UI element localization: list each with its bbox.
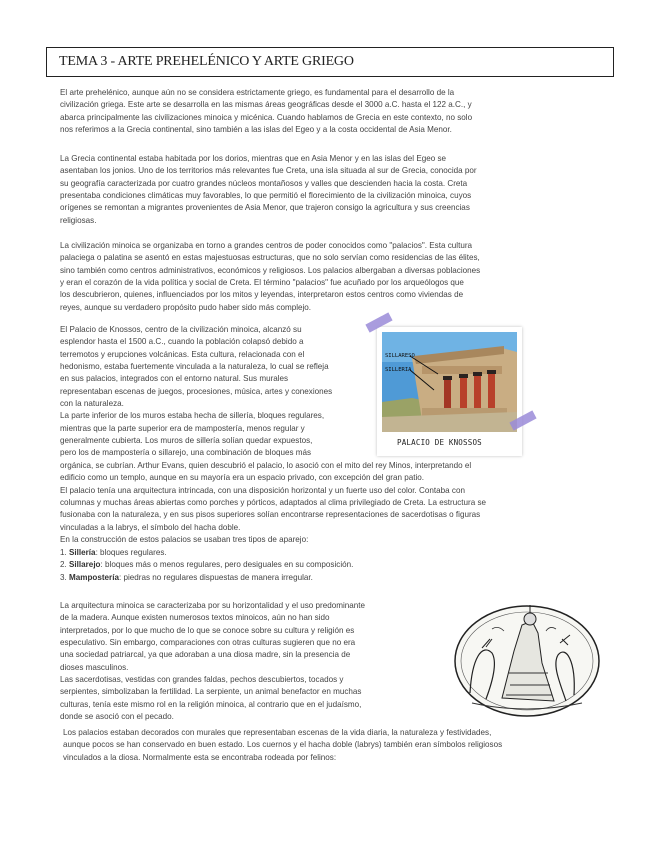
text-line: fusionaba con la naturaleza, y en sus pisos superiores solían encontrarse representaciones de sacerdotisas o figuras [60, 510, 481, 520]
text-line: La arquitectura minoica se caracterizaba por su horizontalidad y el uso predominante [60, 601, 366, 610]
text-line: El Palacio de Knossos, centro de la civilización minoica, alcanzó su [60, 325, 302, 334]
text-line: en sus palacios, integrados con el entorno natural. Sus murales [60, 374, 289, 384]
text-line: hedonismo, estaba fuertemente vinculada a la naturaleza, lo cual se refleja [60, 362, 329, 372]
list-item: 3. Mampostería: piedras no regulares dispuestas de manera irregular. [60, 572, 313, 582]
knossos-photo [382, 332, 517, 432]
text-line: los descubrieron, quienes, influenciados por los mitos y leyendas, interpretaron estos centros como viviendas de [60, 290, 464, 300]
text-line: esplendor hasta el 1500 a.C., cuando la población colapsó debido a [60, 337, 304, 347]
knossos-paragraph [60, 324, 332, 460]
text-line: y eran el corazón de la vida política y social de Creta. El término "palacios" fue acuñado por los arqueólogos que [60, 278, 464, 288]
minoan-seal-drawing [452, 603, 602, 726]
knossos-photo-frame [377, 327, 522, 456]
text-line: El palacio tenía una arquitectura intrincada, con una disposición horizontal y un fuerte uso del color. Contaba con [60, 485, 465, 495]
text-line: La civilización minoica se organizaba en torno a grandes centros de poder conocidos como "palacios". Esta cultura [60, 241, 473, 250]
murals-paragraph [63, 727, 502, 764]
list-item: 2. Sillarejo: bloques más o menos regulares, pero desiguales en su composición. [60, 560, 354, 570]
silleria-label: SILLERIA [385, 367, 412, 373]
list-term: Sillería [69, 548, 96, 557]
text-line: vinculadas a la labrys, el símbolo del hacha doble. [60, 522, 241, 532]
text-line: orígenes se remontan a migrantes provenientes de Asia Menor, que trajeron consigo la agricultura y sus creencias [60, 203, 470, 213]
text-line: interpretados, por lo que mucho de lo que se conoce sobre su cultura y religión es [60, 625, 355, 635]
list-term: Mampostería [69, 572, 119, 582]
text-line: serpientes, simbolizaban la fertilidad. La serpiente, un animal benefactor en muchas [60, 687, 362, 697]
text-line: En la construcción de estos palacios se usaban tres tipos de aparejo: [60, 535, 309, 545]
text-line: Los palacios estaban decorados con murales que representaban escenas de la vida diaria, la naturaleza y festividades, [63, 728, 492, 737]
text-line: reyes, aunque su verdadero propósito pudo haber sido más complejo. [60, 302, 312, 312]
text-line: abarca principalmente las civilizaciones minoica y micénica. Cuando hablamos de Grecia en este contexto, no solo [60, 112, 473, 122]
text-line: orgánica, se cubrían. Arthur Evans, quien descubrió el palacio, lo asoció con el mito del rey Minos, interpretando el [60, 461, 472, 470]
text-line: presentaba condiciones climáticas muy favorables, lo que permitió el florecimiento de la civilización minoica, cuyos [60, 191, 472, 201]
text-line: especulativo. Sin embargo, comparaciones con otras culturas sugieren que no era [60, 638, 356, 648]
text-line: representaban escenas de juegos, procesiones, música, artes y conexiones [60, 386, 333, 396]
text-line: nos referimos a la Grecia continental, sino también a las islas del Egeo y a la costa occidental de Asia Menor. [60, 125, 452, 135]
text-line: culturas, tenía este mismo rol en la religión minoica, al contrario que en el judaísmo, [60, 699, 362, 709]
text-line: Las sacerdotisas, vestidas con grandes faldas, pechos descubiertos, tocados y [60, 675, 344, 685]
text-line: civilización griega. Este arte se desarrolla en las mismas áreas geográficas desde el 3000 a.C. hasta el 122 a.C., y [60, 100, 472, 110]
masonry-list [60, 547, 353, 584]
text-line: La parte inferior de los muros estaba hecha de sillería, bloques regulares, [60, 411, 325, 421]
text-line: donde se asoció con el pecado. [60, 712, 174, 722]
text-line: pero los de mampostería o sillarejo, una combinación de bloques más [60, 448, 312, 458]
page-title: TEMA 3 - ARTE PREHELÉNICO Y ARTE GRIEGO [59, 54, 354, 69]
text-line: La Grecia continental estaba habitada por los dorios, mientras que en Asia Menor y en las islas del Egeo se [60, 154, 447, 163]
text-line: de la madera. Aunque existen numerosos textos minoicos, aún no han sido [60, 613, 330, 623]
text-line: mientras que la parte superior era de mampostería, menos regular y [60, 423, 305, 433]
list-term: Sillarejo [69, 560, 101, 570]
knossos-caption: PALACIO DE KNOSSOS [397, 438, 482, 447]
sillarejo-label: SILLARESO [385, 353, 415, 359]
text-line: su geografía caracterizada por cuatro grandes núcleos montañosos y valles que descienden hacia la costa. Creta [60, 178, 468, 188]
architecture-paragraph [60, 600, 365, 723]
text-line: con la naturaleza. [60, 399, 124, 409]
text-line: palaciega o palatina se asentó en estas majestuosas estructuras, que no solo servían como residencias de las élites, [60, 253, 480, 263]
text-line: El arte prehelénico, aunque aún no se considera estrictamente griego, es fundamental para el desarrollo de la [60, 88, 455, 97]
text-line: aunque pocos se han conservado en buen estado. Los cuernos y el hacha doble (labrys) también eran símbolos religiosos [63, 740, 503, 750]
text-line: una sociedad patriarcal, ya que adoraban a una diosa madre, sin la presencia de [60, 650, 351, 660]
geography-paragraph [60, 153, 477, 227]
text-line: columnas y muchas áreas abiertas como porches y pórticos, adaptados al clima privilegiado de Creta. La estructura se [60, 498, 487, 508]
text-line: asentaban los jonios. Uno de los territorios más relevantes fue Creta, una isla situada al sur de Grecia, conocida por [60, 166, 477, 176]
text-line: sino también como centros administrativos, económicos y religiosos. Los palacios albergaban a diversas poblaciones [60, 265, 481, 275]
text-line: vinculados a la diosa. Normalmente esta se encontraba rodeada por felinos: [63, 752, 337, 762]
text-line: religiosas. [60, 215, 97, 225]
seal-illustration [452, 603, 602, 721]
evans-paragraph [60, 460, 486, 546]
text-line: edificio como un templo, aunque en su mayoría era un espacio privado, con excepción del gran patio. [60, 473, 424, 483]
palaces-paragraph [60, 240, 480, 314]
list-item: 1. Sillería: bloques regulares. [60, 548, 167, 557]
text-line: dioses masculinos. [60, 662, 129, 672]
intro-paragraph [60, 87, 472, 136]
title-box [46, 47, 614, 77]
text-line: terremotos y erupciones volcánicas. Esta cultura, relacionada con el [60, 349, 305, 359]
text-line: generalmente cubierta. Los muros de sillería solían quedar expuestos, [60, 436, 313, 446]
